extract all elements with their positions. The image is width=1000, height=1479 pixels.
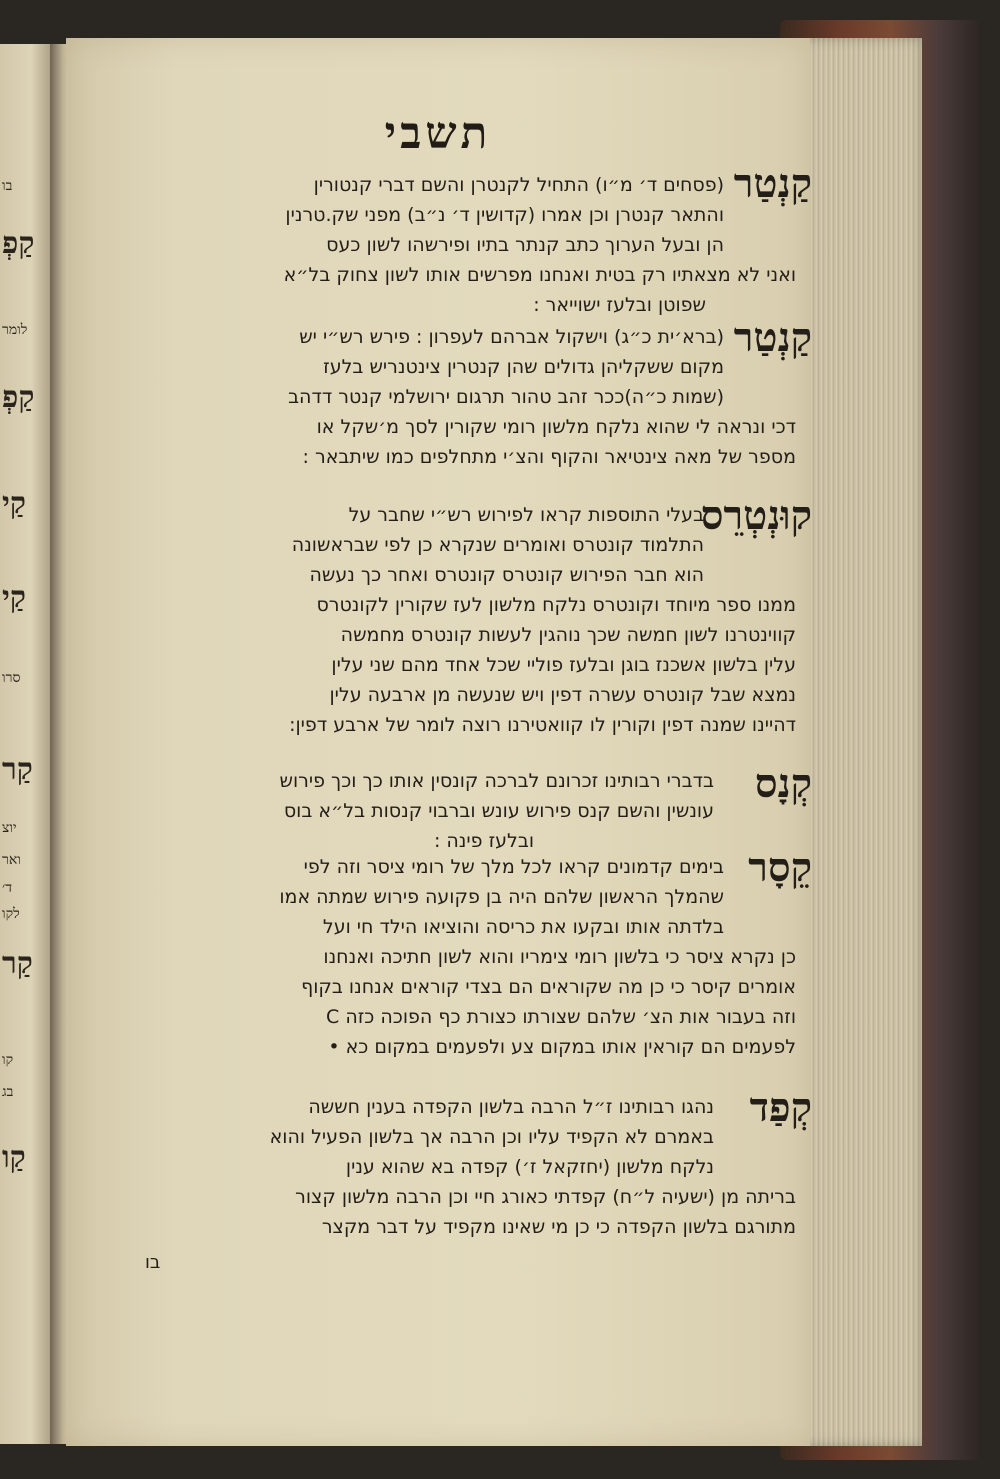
entry-line: ואני לא מצאתיו רק בטית ואנחנו מפרשים אותו לשון צחוק בל״א bbox=[283, 264, 796, 286]
entry-line: וזה בעבור אות הצ׳ שלהם שצורתו כצורת כף הפוכה כזה C bbox=[326, 1006, 796, 1028]
entry-line: התלמוד קונטרס ואומרים שנקרא כן לפי שבראשונה bbox=[291, 534, 704, 556]
entry-line: כן נקרא ציסר כי בלשון רומי צימריו והוא לשון חתיכה ואנחנו bbox=[323, 946, 796, 968]
entry-line: שפוטן ובלעז ישוייאר : bbox=[533, 294, 706, 316]
entry-line: קווינטרנו לשון חמשה שכך נוהגין לעשות קונטרס מחמשה bbox=[340, 624, 796, 646]
entry-line: דהיינו שמנה דפין וקורין לו קוואטירנו רוצה לומר של ארבע דפין: bbox=[289, 714, 796, 736]
page-title: תשבי bbox=[384, 108, 492, 159]
entry-line: (פסחים ד׳ מ״ו) התחיל לקנטרן והשם דברי קנטורין bbox=[313, 174, 724, 196]
entry-line: בעלי התוספות קראו לפירוש רש״י שחבר על bbox=[348, 504, 704, 526]
dictionary-entry-continuation bbox=[74, 1182, 796, 1242]
dictionary-entry bbox=[74, 170, 724, 260]
left-page-fragment: ד׳ bbox=[2, 880, 12, 896]
entry-line: נמצא שבל קונטרס עשרה דפין ויש שנעשה מן ארבעה עלין bbox=[329, 684, 796, 706]
entry-line: עונשין והשם קנס פירוש עונש וברבוי קנסות בל״א בוס bbox=[283, 800, 714, 822]
entry-line: ובלעז פינה : bbox=[433, 830, 534, 852]
entry-line: (ברא׳ית כ״ג) וישקול אברהם לעפרון : פירש רש״י יש bbox=[299, 326, 724, 348]
left-page-fragment: קַר bbox=[2, 946, 33, 981]
entry-line: באמרם לא הקפיד עליו וכן הרבה אך בלשון הפעיל והוא bbox=[269, 1126, 714, 1148]
left-page-fragment: קַו bbox=[2, 1140, 26, 1175]
entry-line: הוא חבר הפירוש קונטרס קונטרס ואחר כך נעשה bbox=[309, 564, 704, 586]
left-page-fragment: לומר bbox=[2, 322, 28, 338]
entry-headword: קֵסָר bbox=[748, 844, 812, 891]
entry-line: שהמלך הראשון שלהם היה בן פקועה פירוש שמתה אמו bbox=[279, 886, 724, 908]
dictionary-entry bbox=[74, 322, 724, 412]
dictionary-entry-continuation bbox=[74, 590, 796, 740]
entry-headword: קוּנְטְרֵס bbox=[700, 492, 812, 539]
left-page-fragment: לקו bbox=[2, 906, 20, 922]
dictionary-entry bbox=[74, 852, 724, 942]
entry-headword-box bbox=[720, 846, 812, 896]
page-edges bbox=[800, 38, 922, 1446]
dictionary-entry bbox=[74, 500, 704, 590]
entry-headword-box bbox=[690, 494, 812, 544]
entry-headword: קְנָס bbox=[754, 760, 812, 807]
entry-line: נלקח מלשון (יחזקאל ז׳) קפדה בא שהוא ענין bbox=[345, 1156, 714, 1178]
entry-line: נהגו רבותינו ז״ל הרבה בלשון הקפדה בענין חששה bbox=[308, 1096, 714, 1118]
entry-headword-box bbox=[720, 162, 812, 212]
entry-headword-box bbox=[708, 762, 812, 812]
entry-line: הן ובעל הערוך כתב קנתר בתיו ופירשהו לשון כעס bbox=[326, 234, 724, 256]
left-page-fragment: ואר bbox=[2, 852, 21, 868]
entry-line: בלדתה אותו ובקעו את כריסה והוציאו הילד חי ועל bbox=[322, 916, 724, 938]
entry-line: ממנו ספר מיוחד וקונטרס נלקח מלשון לעז שקורין לקונטרס bbox=[316, 594, 796, 616]
entry-line: אומרים קיסר כי כן מה שקוראים הם בצדי קוראים אנחנו בקוף bbox=[301, 976, 796, 998]
left-page-fragment: קַפְ bbox=[2, 226, 35, 261]
left-page-fragment: בג bbox=[2, 1084, 14, 1100]
dictionary-entry bbox=[74, 1092, 714, 1182]
page-number: בו bbox=[145, 1252, 161, 1273]
entry-line: בריתה מן (ישעיה ל״ח) קפדתי כאורג חיי וכן הרבה מלשון קצור bbox=[295, 1186, 796, 1208]
entry-headword-box bbox=[708, 1086, 812, 1136]
left-page-fragment: קַי bbox=[2, 486, 26, 521]
dictionary-entry-continuation bbox=[74, 260, 796, 320]
dictionary-entry-continuation bbox=[74, 412, 796, 472]
entry-line: עלין בלשון אשכנז בוגן ובלעז פוליי שכל אחד מהם שני עלין bbox=[331, 654, 796, 676]
entry-line: (שמות כ״ה)ככר זהב טהור תרגום ירושלמי קנטר דדהב bbox=[288, 386, 724, 408]
entry-headword: קַנְטַר bbox=[733, 314, 812, 361]
left-page-fragment: יוצ bbox=[2, 820, 17, 836]
entry-headword-box bbox=[720, 316, 812, 366]
entry-line: דכי ונראה לי שהוא נלקח מלשון רומי שקורין לסך מ׳שקל או bbox=[316, 416, 796, 438]
left-page-fragment: קַי bbox=[2, 580, 26, 615]
left-page-fragment: קו bbox=[2, 1052, 14, 1068]
entry-line: מקום ששקליהן גדולים שהן קנטרין צינטנריש בלעז bbox=[323, 356, 724, 378]
entry-line: בימים קדמונים קראו לכל מלך של רומי ציסר וזה לפי bbox=[303, 856, 724, 878]
dictionary-entry bbox=[74, 766, 714, 856]
entry-line: מתורגם בלשון הקפדה כי כן מי שאינו מקפיד על דבר מקצר bbox=[321, 1216, 796, 1238]
entry-line: מספר של מאה צינטיאר והקוף והצ׳י מתחלפים כמו שיתבאר : bbox=[302, 446, 796, 468]
entry-headword: קַנְטַר bbox=[733, 160, 812, 207]
left-page-fragment: בו bbox=[2, 178, 13, 194]
left-page-fragment: קַפְ bbox=[2, 380, 35, 415]
entry-line: לפעמים הם קוראין אותו במקום צע ולפעמים במקום כא • bbox=[328, 1036, 796, 1058]
left-page-fragment: קַר bbox=[2, 752, 33, 787]
entry-line: בדברי רבותינו זכרונם לברכה קונסין אותו כך וכך פירוש bbox=[279, 770, 714, 792]
entry-line: והתאר קנטרן וכן אמרו (קדושין ד׳ נ״ב) מפני שק.טרנין bbox=[285, 204, 724, 226]
left-page-fragment: סרו bbox=[2, 670, 21, 686]
dictionary-entry-continuation bbox=[74, 942, 796, 1062]
entry-headword: קְפַד bbox=[749, 1084, 812, 1131]
